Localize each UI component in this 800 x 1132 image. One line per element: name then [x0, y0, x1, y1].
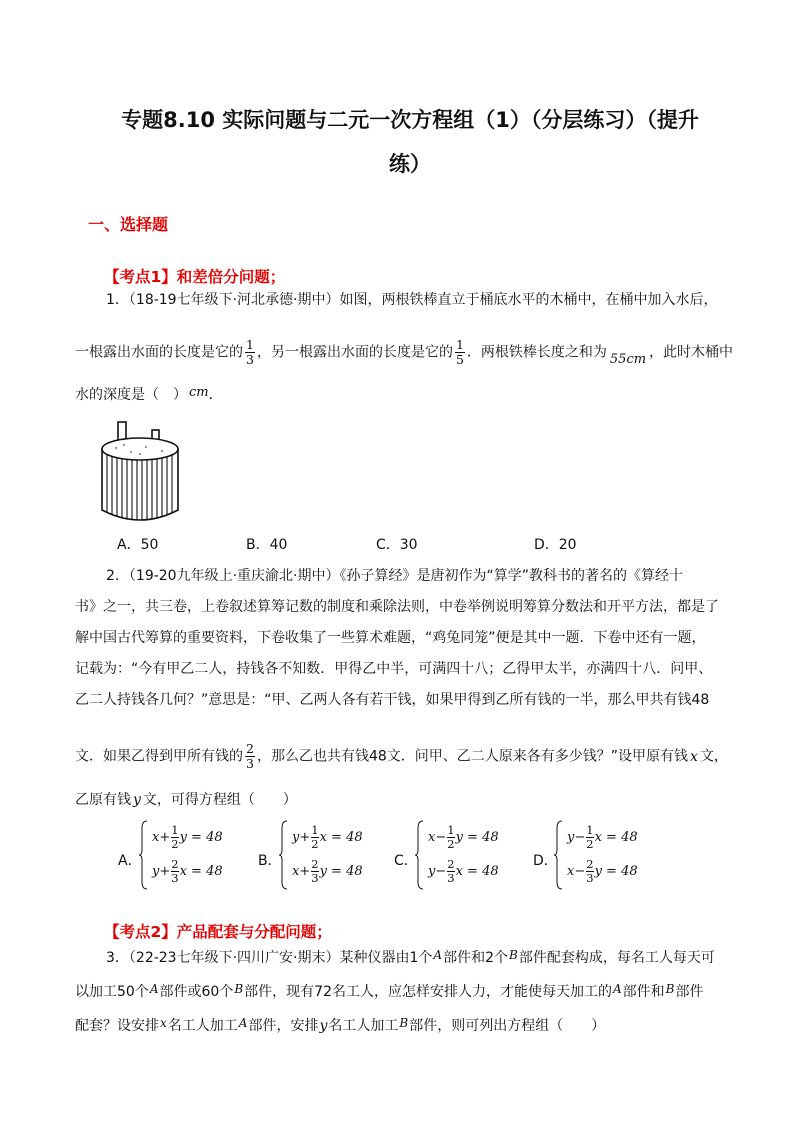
- frac-den: 2: [311, 837, 319, 851]
- q1-text: 一根露出水面的长度是它的: [75, 344, 243, 361]
- q1-text: ，此时木桶中: [649, 344, 734, 361]
- q2-text: 乙原有钱: [75, 792, 131, 808]
- kaodian-1-heading: 【考点1】和差倍分问题；: [104, 268, 286, 286]
- frac-den: 3: [171, 871, 179, 885]
- q3-text: 部件: [675, 984, 704, 1000]
- q1-line-2: [75, 337, 734, 367]
- q3-text: 部件和: [622, 984, 665, 1000]
- eq-fraction: [586, 824, 593, 851]
- eq-term: y−: [428, 864, 447, 879]
- eq-term: y = 48: [179, 830, 223, 845]
- q3-line-1: [106, 948, 730, 968]
- q1-unit: cm: [189, 385, 209, 400]
- frac-den: 3: [246, 756, 254, 771]
- brace-icon: [278, 820, 288, 890]
- q1-text: 水的深度是（ ）: [75, 387, 187, 403]
- q1-fraction-2: [455, 338, 465, 367]
- frac-den: 3: [246, 352, 254, 367]
- eq-fraction: [447, 858, 454, 885]
- q3-text: 部件或60个: [159, 984, 234, 1000]
- q3-text: 部件配套构成，每名工人每天可: [518, 950, 715, 966]
- q3-part-b: B: [665, 982, 675, 996]
- q2-option-a-label[interactable]: A．: [118, 853, 142, 869]
- q3-part-a: A: [612, 982, 622, 996]
- eq-term: x = 48: [455, 864, 499, 879]
- q3-var-x: x: [160, 1016, 167, 1030]
- eq-fraction: [171, 858, 178, 885]
- frac-den: 3: [586, 871, 594, 885]
- eq-term: y+: [292, 830, 311, 845]
- eq-fraction: [311, 824, 318, 851]
- q2-line-6: [75, 742, 730, 771]
- frac-num: 1: [246, 337, 254, 352]
- q1-text: ．: [208, 387, 223, 403]
- q2-option-c-label[interactable]: C．: [394, 853, 418, 869]
- eq-term: x = 48: [594, 830, 638, 845]
- frac-num: 2: [171, 857, 179, 871]
- q2-option-d-system[interactable]: [553, 820, 663, 894]
- q2-line-1: 2．（19-20九年级上·重庆渝北·期中）《孙子算经》是唐初作为“算学”教科书的著名的《算经十: [106, 568, 683, 584]
- frac-num: 2: [246, 741, 254, 756]
- frac-num: 2: [586, 857, 594, 871]
- q1-length: 55cm: [609, 351, 647, 367]
- q2-var-y: y: [133, 792, 141, 808]
- q1-text: ．两根铁棒长度之和为: [466, 344, 607, 361]
- q3-part-a: A: [238, 1016, 248, 1030]
- frac-num: 1: [447, 823, 455, 837]
- bucket-figure: [96, 418, 186, 522]
- frac-num: 1: [171, 823, 179, 837]
- q2-line-5: 乙二人持钱各几何？”意思是：“甲、乙两人各有若干钱，如果甲得到乙所有钱的一半，那么甲共有钱48: [75, 692, 710, 708]
- eq-term: x = 48: [319, 830, 363, 845]
- eq-term: x−: [428, 830, 447, 845]
- q2-line-7: [75, 790, 730, 810]
- q2-option-c-system[interactable]: [414, 820, 524, 894]
- frac-den: 5: [455, 352, 464, 367]
- kaodian-2-heading: 【考点2】产品配套与分配问题；: [104, 923, 332, 941]
- title-line-1: 专题8.10 实际问题与二元一次方程组（1）（分层练习）（提升: [121, 108, 699, 132]
- eq-fraction: [447, 824, 454, 851]
- q1-option-b[interactable]: B．40: [246, 537, 288, 553]
- q3-var-y: y: [319, 1018, 328, 1034]
- q2-option-d-label[interactable]: D．: [533, 853, 558, 869]
- frac-den: 3: [447, 871, 455, 885]
- q2-text: 文，: [699, 748, 728, 765]
- frac-num: 1: [586, 823, 594, 837]
- q3-part-b: B: [399, 1016, 409, 1030]
- q1-option-d[interactable]: D．20: [534, 537, 577, 553]
- q1-text: ，另一根露出水面的长度是它的: [256, 344, 453, 361]
- section-heading-choice: 一、选择题: [88, 215, 169, 234]
- q3-text: 配套？设安排: [75, 1018, 159, 1034]
- q1-option-a[interactable]: A．50: [117, 537, 159, 553]
- frac-num: 1: [455, 337, 464, 352]
- q2-fraction: [245, 742, 255, 771]
- q1-line-3: [75, 385, 730, 406]
- q2-option-b-label[interactable]: B．: [258, 853, 282, 869]
- q1-fraction-1: [245, 338, 255, 367]
- q3-part-a: A: [433, 948, 443, 962]
- brace-icon: [553, 820, 563, 890]
- eq-fraction: [311, 858, 318, 885]
- q3-part-b: B: [509, 948, 518, 962]
- frac-den: 2: [447, 837, 455, 851]
- q2-var-x: x: [690, 748, 698, 765]
- q3-text: 以加工50个: [75, 984, 149, 1000]
- q3-text: 3．（22-23七年级下·四川广安·期末）某种仪器由1个: [106, 950, 433, 966]
- q2-text: 文．如果乙得到甲所有钱的: [75, 748, 243, 765]
- q3-text: 名工人加工: [328, 1018, 399, 1034]
- q3-text: 部件，则可列出方程组（ ）: [409, 1018, 606, 1034]
- frac-den: 3: [311, 871, 319, 885]
- q2-text: ，那么乙也共有钱48文．问甲、乙二人原来各有多少钱？”设甲原有钱: [256, 748, 689, 765]
- q2-option-b-system[interactable]: [278, 820, 388, 894]
- frac-num: 2: [447, 857, 455, 871]
- q2-line-4: 记载为：“今有甲乙二人，持钱各不知数．甲得乙中半，可满四十八；乙得甲太半，亦满四十八．问甲、: [75, 661, 713, 677]
- q3-text: 部件，现有72名工人，应怎样安排人力，才能使每天加工的: [244, 984, 612, 1000]
- q3-text: 名工人加工: [167, 1018, 238, 1034]
- q3-line-3: [75, 1016, 730, 1036]
- eq-term: y−: [567, 830, 586, 845]
- title-line-2: 练）: [389, 152, 431, 176]
- eq-term: x+: [152, 830, 171, 845]
- eq-fraction: [171, 824, 178, 851]
- eq-term: x+: [292, 864, 311, 879]
- q3-part-a: A: [149, 982, 159, 996]
- eq-term: y+: [152, 864, 171, 879]
- q2-line-2: 书》之一，共三卷，上卷叙述算筹记数的制度和乘除法则，中卷举例说明筹算分数法和开平方法，都是了: [75, 599, 719, 615]
- brace-icon: [138, 820, 148, 890]
- eq-term: y = 48: [319, 864, 363, 879]
- q3-line-2: [75, 982, 730, 1002]
- q3-text: 部件和2个: [443, 950, 508, 966]
- eq-term: y = 48: [594, 864, 638, 879]
- q1-line-1: 1．（18-19七年级下·河北承德·期中）如图，两根铁棒直立于桶底水平的木桶中，在桶中加入水后，: [106, 292, 718, 308]
- eq-fraction: [586, 858, 593, 885]
- q2-text: 文，可得方程组（ ）: [142, 792, 297, 808]
- q2-line-3: 解中国古代筹算的重要资料，下卷收集了一些算术难题，“鸡兔同笼”便是其中一题．下卷中还有一题，: [75, 630, 706, 646]
- frac-num: 2: [311, 857, 319, 871]
- frac-num: 1: [311, 823, 319, 837]
- q2-option-a-system[interactable]: [138, 820, 248, 894]
- frac-den: 2: [171, 837, 179, 851]
- eq-term: y = 48: [455, 830, 499, 845]
- brace-icon: [414, 820, 424, 890]
- q3-text: 部件，安排: [248, 1018, 319, 1034]
- frac-den: 2: [586, 837, 594, 851]
- q3-part-b: B: [234, 982, 244, 996]
- page-title: [90, 98, 730, 186]
- q1-option-c[interactable]: C．30: [376, 537, 418, 553]
- eq-term: x = 48: [179, 864, 223, 879]
- eq-term: x−: [567, 864, 586, 879]
